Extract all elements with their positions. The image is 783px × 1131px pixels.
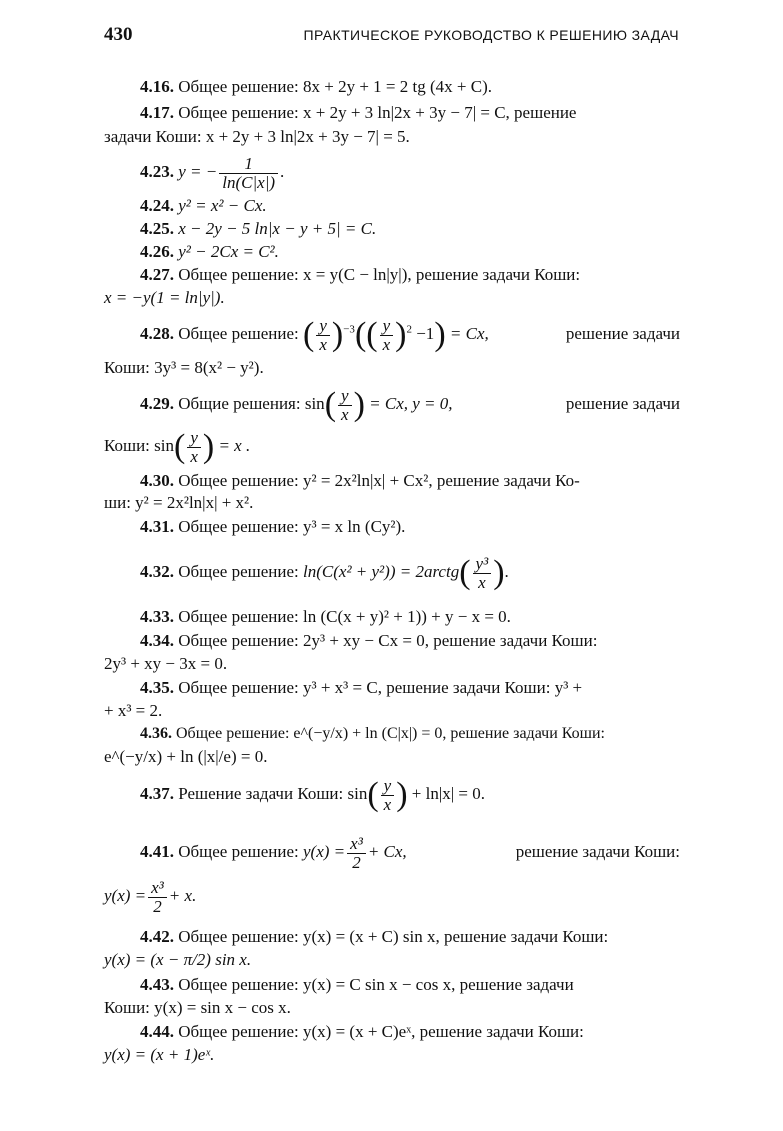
- fraction: [380, 317, 394, 354]
- answer-text: Общее решение: x = y(C − ln|y|), решение задачи Коши:: [178, 265, 581, 284]
- answer-text: Общее решение: 2y³ + xy − Cx = 0, решение задачи Коши:: [178, 631, 598, 650]
- answer-4-36: [104, 723, 680, 745]
- formula-rhs: + Cx,: [367, 842, 407, 861]
- answer-text: 2y³ + xy − 3x = 0.: [104, 654, 228, 673]
- answer-4-35: [104, 677, 680, 699]
- paren-close: ): [493, 554, 505, 592]
- answer-text: Общее решение: y(x) = (x + C) sin x, решение задачи Коши:: [178, 927, 609, 946]
- answer-4-26: [104, 241, 680, 263]
- numerator: 1: [244, 153, 253, 173]
- formula-rhs: = Cx,: [449, 324, 489, 343]
- answer-text: Общее решение: y(x) = (x + C)eˣ, решение задачи Коши:: [178, 1022, 584, 1041]
- denominator: x: [381, 795, 395, 814]
- answer-text: решение задачи: [565, 394, 680, 413]
- answer-4-27: [104, 264, 680, 286]
- answer-4-44: [104, 1021, 680, 1043]
- answer-number: 4.23.: [140, 162, 174, 181]
- fraction: [219, 155, 278, 192]
- denominator: 2: [148, 897, 167, 916]
- answer-text: Общее решение: y³ + x³ = C, решение задачи Коши: y³ +: [178, 678, 583, 697]
- denominator: x: [338, 405, 352, 424]
- answer-4-32: [104, 550, 680, 594]
- answer-text: Общее решение: ln (C(x + y)² + 1)) + y − x = 0.: [178, 607, 511, 626]
- answer-number: 4.32.: [140, 562, 174, 581]
- answer-text: Коши: 3y³ = 8(x² − y²).: [104, 358, 264, 377]
- numerator: x³: [151, 877, 164, 897]
- paren-close: ): [395, 316, 407, 354]
- numerator: y: [341, 385, 349, 405]
- answer-text: Общее решение: y(x) = C sin x − cos x, решение задачи: [178, 975, 574, 994]
- fraction: [347, 835, 366, 872]
- numerator: y³: [475, 553, 489, 573]
- answer-number: 4.26.: [140, 242, 174, 261]
- answer-4-25: [104, 218, 680, 240]
- answer-4-27-cont: [104, 287, 680, 309]
- answer-4-43-cont: [104, 997, 680, 1019]
- formula-rhs: + ln|x| = 0.: [411, 784, 485, 803]
- answer-4-30: [104, 470, 680, 492]
- formula-lhs: y = −: [178, 162, 218, 181]
- answer-4-17: [104, 102, 680, 124]
- function-name: sin: [154, 436, 174, 455]
- answer-4-34: [104, 630, 680, 652]
- answer-number: 4.24.: [140, 196, 174, 215]
- paren-open: (: [459, 554, 471, 592]
- answer-label: Общие решения:: [178, 394, 301, 413]
- answer-text: решение задачи Коши:: [515, 842, 680, 861]
- answer-number: 4.16.: [140, 77, 174, 96]
- denominator: 2: [347, 853, 366, 872]
- answer-4-30-cont: [104, 492, 680, 514]
- paren-close: ): [434, 316, 446, 354]
- exponent: 2: [406, 323, 412, 336]
- paren-open: (: [324, 386, 337, 424]
- numerator: y: [190, 427, 198, 447]
- formula-tail: .: [504, 562, 509, 581]
- answer-number: 4.44.: [140, 1022, 174, 1041]
- formula-tail: .: [280, 162, 285, 181]
- answer-4-44-cont: [104, 1044, 680, 1066]
- fraction: [338, 387, 352, 424]
- formula-rhs: + x.: [168, 886, 197, 905]
- answer-4-23: [104, 154, 680, 192]
- paren-close: ): [331, 316, 344, 354]
- numerator: y: [319, 315, 327, 335]
- answer-4-41-cont: [104, 874, 680, 918]
- denominator: x: [187, 447, 201, 466]
- formula-lhs: y(x) =: [303, 842, 346, 861]
- answer-text: Общее решение: y² = 2x²ln|x| + Cx², решение задачи Ко-: [178, 471, 580, 490]
- denominator: x: [473, 573, 492, 592]
- answer-number: 4.27.: [140, 265, 174, 284]
- numerator: y: [383, 775, 392, 795]
- denominator: x: [380, 335, 394, 354]
- answer-text: x = −y(1 = ln|y|).: [104, 288, 225, 307]
- answer-4-29-cont: [104, 426, 680, 466]
- formula-block: [140, 314, 489, 354]
- paren-close: ): [396, 776, 408, 814]
- answer-label: Решение задачи Коши:: [178, 784, 344, 803]
- fraction: [187, 429, 201, 466]
- formula-block: [140, 830, 407, 874]
- answer-text: задачи Коши: x + 2y + 3 ln|2x + 3y − 7| = 5.: [104, 127, 410, 146]
- answer-number: 4.17.: [140, 103, 174, 122]
- running-title: ПРАКТИЧЕСКОЕ РУКОВОДСТВО К РЕШЕНИЮ ЗАДАЧ: [303, 27, 679, 43]
- answer-4-33: [104, 606, 680, 628]
- answer-label: Общее решение:: [178, 562, 299, 581]
- answer-4-31: [104, 516, 680, 538]
- numerator: y: [382, 315, 391, 335]
- answer-text: y(x) = (x + 1)eˣ.: [104, 1045, 215, 1064]
- answer-label: Общее решение:: [178, 842, 299, 861]
- answer-number: 4.34.: [140, 631, 174, 650]
- answer-number: 4.36.: [140, 725, 172, 742]
- function-name: sin: [347, 784, 368, 803]
- answer-number: 4.30.: [140, 471, 174, 490]
- paren-close: ): [353, 386, 365, 424]
- answer-text: y² = x² − Cx.: [178, 196, 267, 215]
- answer-text: ши: y² = 2x²ln|x| + x².: [104, 493, 254, 512]
- formula-rhs: = Cx, y = 0,: [369, 394, 453, 413]
- answer-4-41: [104, 830, 680, 874]
- answer-4-37: [104, 772, 680, 816]
- answer-number: 4.41.: [140, 842, 174, 861]
- denominator: x: [316, 335, 330, 354]
- paren-open: (: [354, 316, 367, 354]
- formula-lhs: ln(C(x² + y²)) = 2arctg: [303, 562, 460, 581]
- answer-text: Общее решение: x + 2y + 3 ln|2x + 3y − 7| = C, решение: [178, 103, 577, 122]
- answer-4-34-cont: [104, 653, 680, 675]
- answer-number: 4.43.: [140, 975, 174, 994]
- answer-text: решение задачи: [565, 324, 680, 343]
- answer-text: Общее решение: y³ = x ln (Cy²).: [178, 517, 406, 536]
- answer-text: Общее решение: e^(−y/x) + ln (C|x|) = 0, решение задачи Коши:: [176, 725, 605, 742]
- answer-text: Коши: y(x) = sin x − cos x.: [104, 998, 291, 1017]
- numerator: x³: [350, 833, 363, 853]
- answer-4-29: [104, 384, 680, 424]
- paren-open: (: [366, 316, 378, 354]
- page-header: [104, 24, 679, 48]
- paren-open: (: [174, 428, 186, 466]
- answer-4-35-cont: [104, 700, 680, 722]
- answer-4-28-cont: [104, 357, 680, 379]
- exponent: −3: [343, 323, 355, 336]
- answer-text: e^(−y/x) + ln (|x|/e) = 0.: [104, 747, 268, 766]
- answer-number: 4.37.: [140, 784, 174, 803]
- answer-number: 4.29.: [140, 394, 174, 413]
- answer-number: 4.31.: [140, 517, 174, 536]
- answer-text: + x³ = 2.: [104, 701, 163, 720]
- answer-4-28: [104, 314, 680, 354]
- answer-text: y(x) = (x − π/2) sin x.: [104, 950, 252, 969]
- function-name: sin: [304, 394, 325, 413]
- page-number: 430: [104, 24, 133, 45]
- answer-4-42-cont: [104, 949, 680, 971]
- formula-lhs: y(x) =: [104, 886, 147, 905]
- answer-number: 4.33.: [140, 607, 174, 626]
- formula-block: [140, 384, 453, 424]
- denominator: ln(C|x|): [219, 173, 278, 192]
- answer-text: Общее решение: 8x + 2y + 1 = 2 tg (4x + C).: [178, 77, 492, 96]
- answer-number: 4.35.: [140, 678, 174, 697]
- paren-open: (: [303, 316, 315, 354]
- answer-4-24: [104, 195, 680, 217]
- answer-label: Общее решение:: [178, 324, 299, 343]
- answer-number: 4.42.: [140, 927, 174, 946]
- paren-close: ): [202, 428, 215, 466]
- answer-text: y² − 2Cx = C².: [178, 242, 279, 261]
- fraction: [148, 879, 167, 916]
- answer-4-36-cont: [104, 746, 680, 768]
- answer-text: x − 2y − 5 ln|x − y + 5| = C.: [178, 219, 377, 238]
- answer-number: 4.28.: [140, 324, 174, 343]
- answer-label: Коши:: [104, 436, 150, 455]
- answer-4-16: [104, 76, 680, 98]
- answer-number: 4.25.: [140, 219, 174, 238]
- formula-rhs: = x .: [218, 436, 251, 455]
- answer-4-17-cont: [104, 126, 680, 148]
- fraction: [381, 777, 395, 814]
- paren-open: (: [367, 776, 379, 814]
- formula-term: −1: [416, 324, 435, 343]
- fraction: [473, 555, 492, 592]
- fraction: [316, 317, 330, 354]
- answer-4-43: [104, 974, 680, 996]
- answer-4-42: [104, 926, 680, 948]
